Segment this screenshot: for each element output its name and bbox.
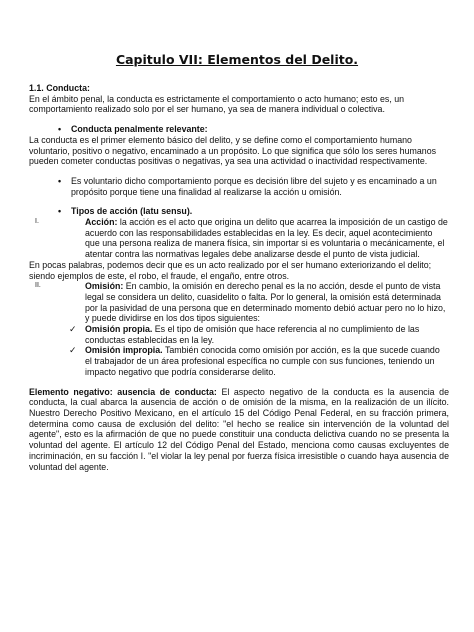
bullet-item-tipos-accion	[29, 206, 449, 217]
checkmark-icon: ✓	[69, 324, 77, 335]
paragraph-conducta-relevante: La conducta es el primer elemento básico del delito, y se define como el comportamiento humano voluntario, positivo o negativo, encaminado a un propósito. Lo que significa que sólo los seres humanos pueden cometer conductas positivas o negativas, ya sea una actividad o inactividad respectivamente.	[29, 134, 437, 167]
heading-elemento-negativo: Elemento negativo: ausencia de conducta:	[29, 386, 217, 397]
paragraph-elemento-negativo	[29, 387, 449, 473]
paragraph-conducta: En el ámbito penal, la conducta es estrictamente el comportamiento o acto humano; esto es, un comportamiento realizado solo por el ser humano, ya sea de manera individual o colectiva.	[29, 93, 405, 115]
term-omision-impropia: Omisión impropia.	[85, 345, 163, 356]
bullet-icon: •	[58, 175, 62, 186]
term-accion: Acción:	[85, 217, 118, 228]
definition-omision: En cambio, la omisión en derecho penal es la no acción, desde el punto de vista legal se considera un delito, cuasidelito o falta. Por lo general, la omisión está determinada por la pasividad de una persona que en determinado momento debió actuar pero no lo hizo, y puede dividirse en los dos tipos siguientes:	[85, 281, 446, 324]
definition-accion: la acción es el acto que origina un delito que acarrea la imposición de un castigo de acuerdo con las responsabilidades establecidas en la ley. Es decir, aquel acontecimiento que una persona realiza de manera física, sin importar si es voluntaria o mecánicamente, el atentar contra las normativas legales debe analizarse desde el punto de vista judicial.	[85, 217, 448, 260]
bullet-icon: •	[58, 206, 62, 217]
page-title: Capitulo VII: Elementos del Delito.	[115, 52, 359, 67]
bullet-item-voluntario	[29, 176, 449, 197]
definition-omision-impropia: También conocida como omisión por acción, es la que sucede cuando el trabajador de un área profesional específica no cumple con sus funciones, teniendo un impacto negativo que podría considerarse delito.	[85, 345, 440, 377]
definition-omision-propia: Es el tipo de omisión que hace referencia al no cumplimiento de las conductas establecidas en la ley.	[85, 324, 420, 345]
section-heading-conducta: 1.1. Conducta:	[29, 83, 90, 93]
checkmark-icon: ✓	[69, 345, 77, 356]
roman-numeral: I.	[35, 218, 39, 226]
bullet-heading: Conducta penalmente relevante:	[71, 124, 208, 135]
document-body	[29, 54, 449, 472]
term-omision: Omisión:	[85, 281, 124, 292]
bullet-icon: •	[58, 124, 62, 135]
paragraph-summary: En pocas palabras, podemos decir que es un acto realizado por el ser humano exteriorizando el delito; siendo ejemplos de este, el robo, el fraude, el engaño, entre otros.	[29, 259, 432, 281]
bullet-item-conducta-relevante	[29, 124, 449, 135]
bullet-text: Es voluntario dicho comportamiento porque es decisión libre del sujeto y es encaminado a un propósito porque tiene una finalidad al realizarse la acción u omisión.	[71, 175, 437, 197]
check-item-omision-impropia	[29, 345, 449, 377]
bullet-heading: Tipos de acción (latu sensu).	[71, 206, 193, 217]
check-item-omision-propia	[29, 324, 449, 345]
term-omision-propia: Omisión propia.	[85, 324, 153, 335]
roman-numeral: II.	[35, 282, 41, 290]
text-elemento-negativo: El aspecto negativo de la conducta es la ausencia de conducta, la cual abarca la ausencia de acción o de omisión de la misma, en la realización de un ilícito. Nuestro Derecho Positivo Mexicano, en el artículo 15 del Código Penal Federal, en su fracción primera, determina como causa de exclusión del delito: "el hecho se realice sin intervención de la voluntad del agente", esto es la afirmación de que no puede constituir una conducta delictiva cuando no se presenta la voluntad del agente. El artículo 12 del Código Penal del Estado, menciona como causas excluyentes de incriminación, en su facción I. "el violar la ley penal por fuerza física irresistible o cuando haya ausencia de voluntad del agente.	[29, 386, 449, 472]
list-item-omision	[29, 281, 449, 324]
list-item-accion	[29, 217, 449, 260]
